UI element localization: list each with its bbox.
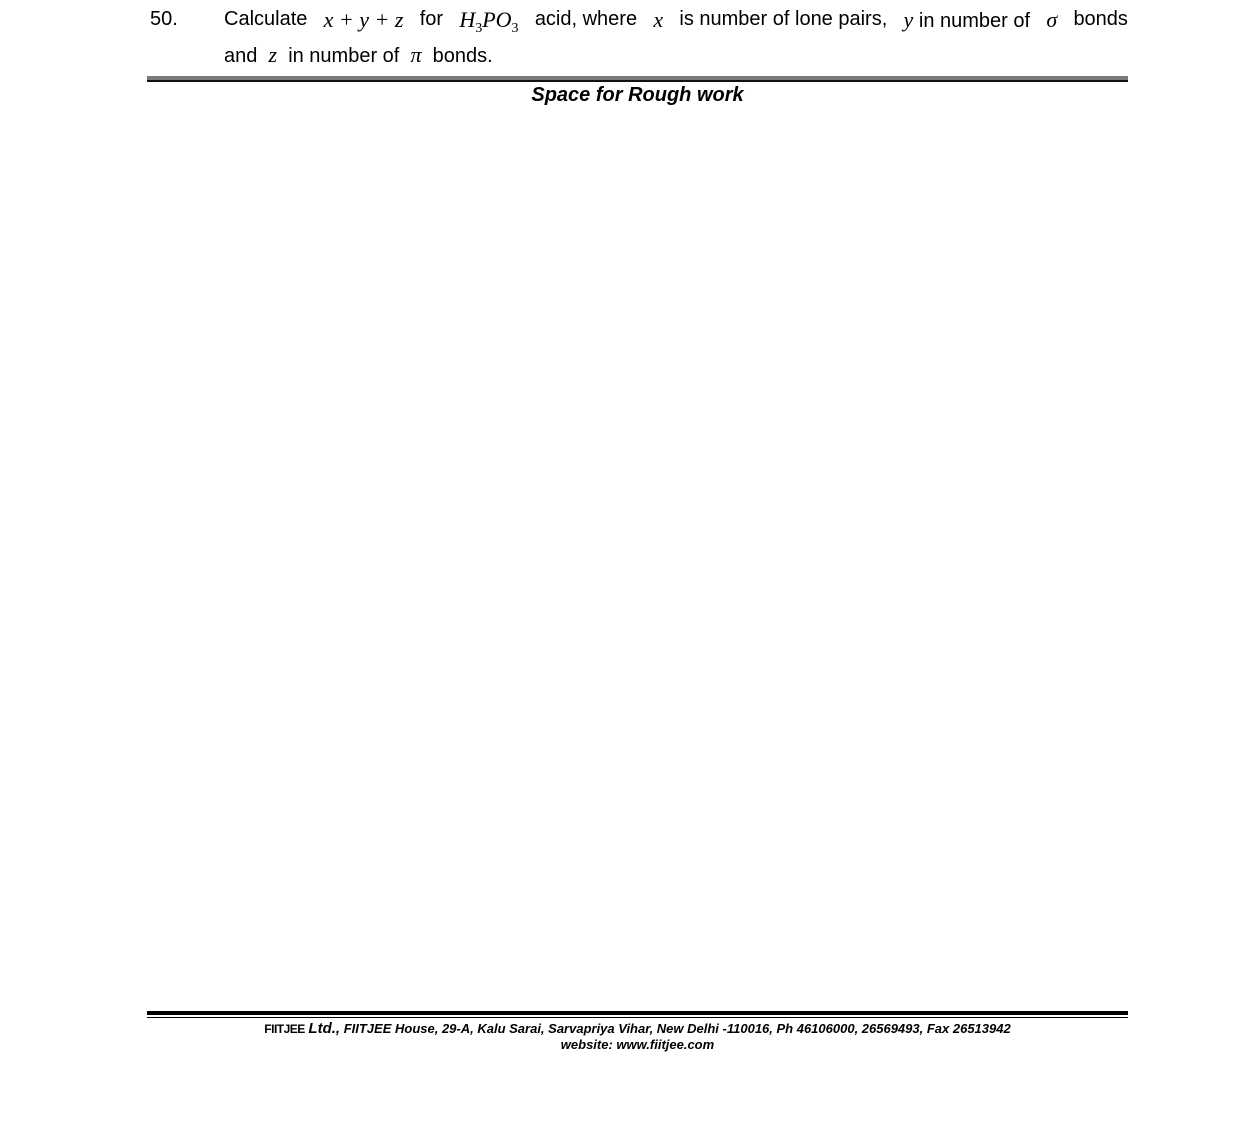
variable-y: y — [903, 7, 914, 32]
question-line-1 — [224, 4, 1128, 39]
sigma-symbol: σ — [1046, 7, 1058, 32]
word-in-number-of-2: in number of — [288, 45, 400, 67]
footer-website: website: www.fiitjee.com — [560, 1037, 715, 1052]
page-footer — [147, 1021, 1128, 1053]
word-acid-where: acid, where — [534, 8, 638, 30]
footer-ltd: Ltd., — [308, 1020, 341, 1037]
variable-z: z — [268, 42, 278, 67]
word-bonds: bonds — [1073, 8, 1128, 30]
question-line-2 — [224, 39, 1128, 72]
formula-h: H — [459, 7, 476, 32]
footer-address: FIITJEE House, 29-A, Kalu Sarai, Sarvapriya Vihar, New Delhi -110016, Ph 46106000, 26569493, Fax 26513942 — [343, 1021, 1011, 1036]
expression-xyz: x + y + z — [323, 7, 404, 32]
formula-po: PO — [482, 7, 512, 32]
word-calculate: Calculate — [224, 8, 308, 30]
formula-h3po3 — [459, 4, 518, 39]
rough-work-title: Space for Rough work — [531, 84, 744, 106]
word-for: for — [419, 8, 444, 30]
pi-symbol: π — [410, 42, 422, 67]
footer-rule-thick — [147, 1011, 1128, 1015]
formula-h-subscript: 3 — [475, 21, 483, 36]
word-bonds-end: bonds. — [432, 45, 493, 67]
word-in-number-of: in number of — [918, 10, 1031, 32]
rough-work-top-rule-thin — [147, 80, 1128, 82]
word-and: and — [224, 45, 258, 67]
question-text — [224, 4, 1128, 72]
footer-rule-thin — [147, 1017, 1128, 1018]
footer-address-line — [147, 1021, 1128, 1037]
variable-x: x — [653, 7, 664, 32]
word-lone-pairs: is number of lone pairs, — [679, 8, 888, 30]
footer-brand: FIITJEE — [264, 1022, 305, 1036]
question-number: 50. — [150, 8, 178, 30]
formula-o-subscript: 3 — [511, 21, 519, 36]
